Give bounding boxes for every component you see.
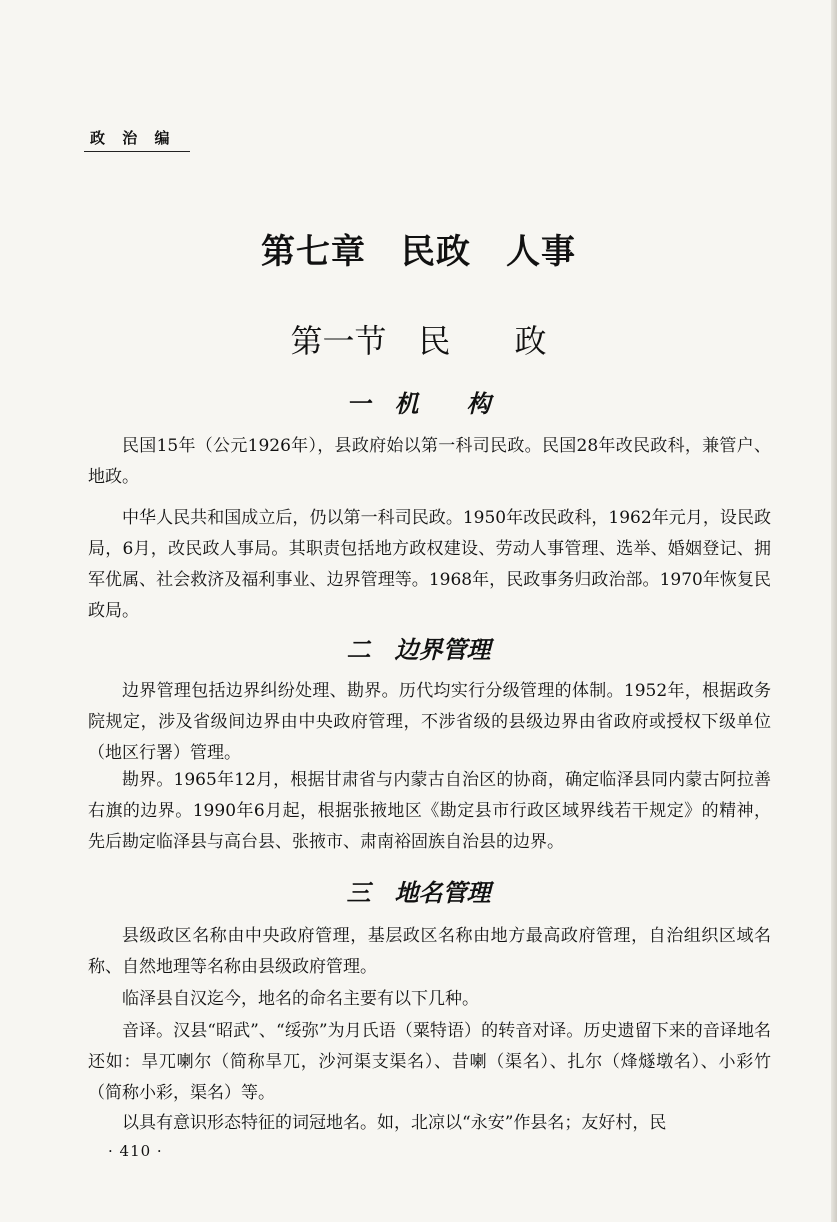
subsection-title-placenames: 三 地名管理: [346, 878, 491, 907]
paragraph: 民国15年（公元1926年），县政府始以第一科司民政。民国28年改民政科，兼管户、地政。: [88, 436, 771, 487]
subsection-title-organization: 一 机 构: [346, 389, 491, 418]
paragraph: 以具有意识形态特征的词冠地名。如，北凉以“永安”作县名；友好村，民: [122, 1113, 667, 1133]
section-title: 第一节 民 政: [290, 322, 547, 360]
paragraph: 中华人民共和国成立后，仍以第一科司民政。1950年改民政科，1962年元月，设民政局，6月，改民政人事局。其职责包括地方政权建设、劳动人事管理、选举、婚姻登记、拥军优属、社会救济及福利事业、边界管理等。1968年，民政事务归政治部。1970年恢复民政局。: [88, 508, 771, 621]
header-rule: [84, 151, 190, 152]
page-number: · 410 ·: [108, 1142, 163, 1160]
chapter-title: 第七章 民政 人事: [261, 232, 576, 272]
paragraph: 音译。汉县“昭武”、“绥弥”为月氏语（粟特语）的转音对译。历史遗留下来的音译地名还如：旱兀喇尔（简称旱兀，沙河渠支渠名）、昔喇（渠名）、扎尔（烽燧墩名）、小彩竹（简称小彩，渠名）等。: [88, 1021, 771, 1103]
paragraph: 临泽县自汉迄今，地名的命名主要有以下几种。: [122, 989, 479, 1009]
paragraph: 县级政区名称由中央政府管理，基层政区名称由地方最高政府管理，自治组织区域名称、自然地理等名称由县级政府管理。: [88, 926, 771, 977]
subsection-title-boundary: 二 边界管理: [346, 635, 491, 664]
paragraph: 勘界。1965年12月，根据甘肃省与内蒙古自治区的协商，确定临泽县同内蒙古阿拉善右旗的边界。1990年6月起，根据张掖地区《勘定县市行政区域界线若干规定》的精神，先后勘定临泽县与高台县、张掖市、肃南裕固族自治县的边界。: [88, 770, 771, 852]
running-header: 政 治 编: [90, 129, 176, 147]
paragraph: 边界管理包括边界纠纷处理、勘界。历代均实行分级管理的体制。1952年，根据政务院规定，涉及省级间边界由中央政府管理，不涉省级的县级边界由省政府或授权下级单位（地区行署）管理。: [88, 681, 771, 763]
scan-edge: [831, 0, 837, 1222]
